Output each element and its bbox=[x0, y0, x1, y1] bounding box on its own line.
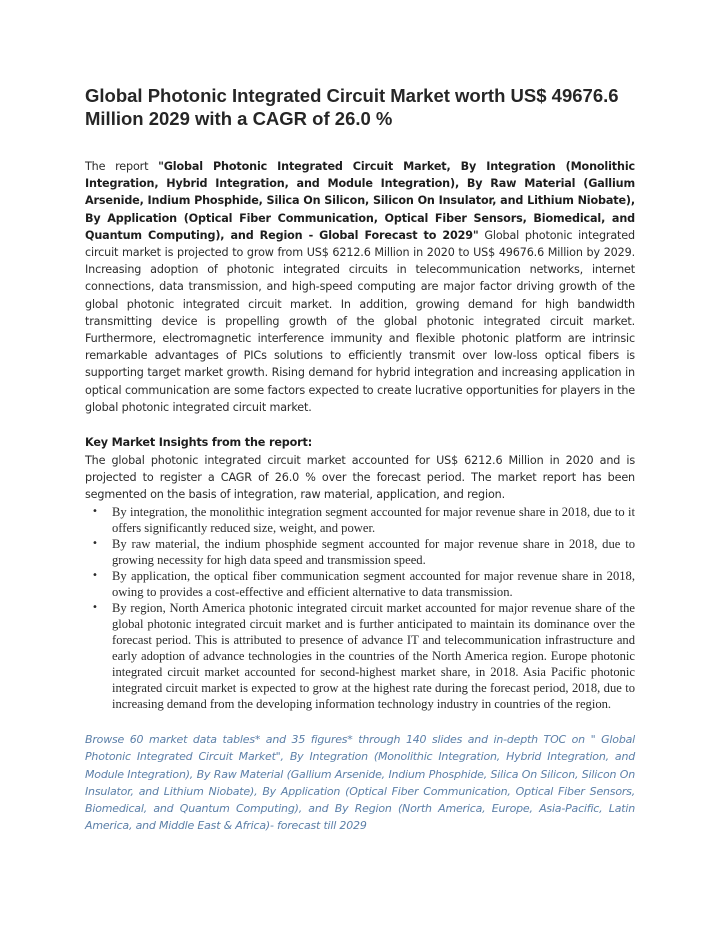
insights-paragraph: The global photonic integrated circuit market accounted for US$ 6212.6 Million in 2020 and is projected to register a CAGR of 26.0 % over the forecast period. The market report has been segmented on the basis of integration, raw material, application, and region. bbox=[85, 454, 635, 502]
bullet-icon: • bbox=[92, 538, 98, 549]
list-item-text: By region, North America photonic integrated circuit market accounted for major revenue share of the global photonic integrated circuit market and is further anticipated to maintain its dominance over the forecast period. This is attributed to presence of advance IT and telecommunication infrastructure and early adoption of advance technologies in the countries of the North America region. Europe photonic integrated circuit market accounted for second-highest market share, in 2018. Asia Pacific photonic integrated circuit market is expected to grow at the highest rate during the forecast period, 2018, due to increasing demand from the developing information technology industry in countries of the region. bbox=[112, 601, 635, 711]
bullet-icon: • bbox=[92, 506, 98, 517]
page-title: Global Photonic Integrated Circuit Market worth US$ 49676.6 Million 2029 with a CAGR of 26.0 % bbox=[85, 85, 619, 129]
list-item-text: By integration, the monolithic integration segment accounted for major revenue share in 2018, due to it offers significantly reduced size, weight, and power. bbox=[112, 505, 635, 535]
list-item bbox=[85, 536, 635, 568]
insights-heading: Key Market Insights from the report: bbox=[85, 436, 313, 449]
list-item bbox=[85, 504, 635, 536]
intro-lead: The report bbox=[85, 160, 159, 173]
bullet-icon: • bbox=[92, 602, 98, 613]
list-item-text: By application, the optical fiber communication segment accounted for major revenue share in 2018, owing to provides a cost-effective and efficient alternative to data transmission. bbox=[112, 569, 635, 599]
report-name: "Global Photonic Integrated Circuit Market, By Integration (Monolithic Integration, Hybrid Integration, and Module Integration), By Raw Material (Gallium Arsenide, Indium Phosphide, Silica On Silicon, Silicon On Insulator, and Lithium Niobate), By Application (Optical Fiber Communication, Optical Fiber Sensors, Biomedical, and Quantum Computing), and Region - Global Forecast to 2029" bbox=[85, 160, 635, 242]
insights-list bbox=[85, 504, 635, 712]
list-item bbox=[85, 568, 635, 600]
intro-paragraph bbox=[85, 158, 635, 416]
report-promo-link[interactable]: Browse 60 market data tables* and 35 figures* through 140 slides and in-depth TOC on " Global Photonic Integrated Circuit Market", By Integration (Monolithic Integration, Hybrid Integration, and Module Integration), By Raw Material (Gallium Arsenide, Indium Phosphide, Silica On Silicon, Silicon On Insulator, and Lithium Niobate), By Application (Optical Fiber Communication, Optical Fiber Sensors, Biomedical, and Quantum Computing), and By Region (North America, Europe, Asia-Pacific, Latin America, and Middle East & Africa)- forecast till 2029 bbox=[85, 733, 635, 833]
list-item-text: By raw material, the indium phosphide segment accounted for major revenue share in 2018, due to growing necessity for high data speed and transmission speed. bbox=[112, 537, 635, 567]
intro-body: Global photonic integrated circuit market is projected to grow from US$ 6212.6 Million in 2020 to US$ 49676.6 Million by 2029. Increasing adoption of photonic integrated circuits in telecommunication networks, internet connections, data transmission, and high-speed computing are major factor driving growth of the global photonic integrated circuit market. In addition, growing demand for high bandwidth transmitting device is propelling growth of the global photonic integrated circuit market. Furthermore, electromagnetic interference immunity and flexible photonic platform are intrinsic remarkable advantages of PICs solutions to efficiently transmit over low-loss optical fibers is supporting target market growth. Rising demand for hybrid integration and increasing application in optical communication are some factors expected to create lucrative opportunities for players in the global photonic integrated circuit market. bbox=[85, 228, 635, 414]
bullet-icon: • bbox=[92, 570, 98, 581]
list-item bbox=[85, 600, 635, 712]
